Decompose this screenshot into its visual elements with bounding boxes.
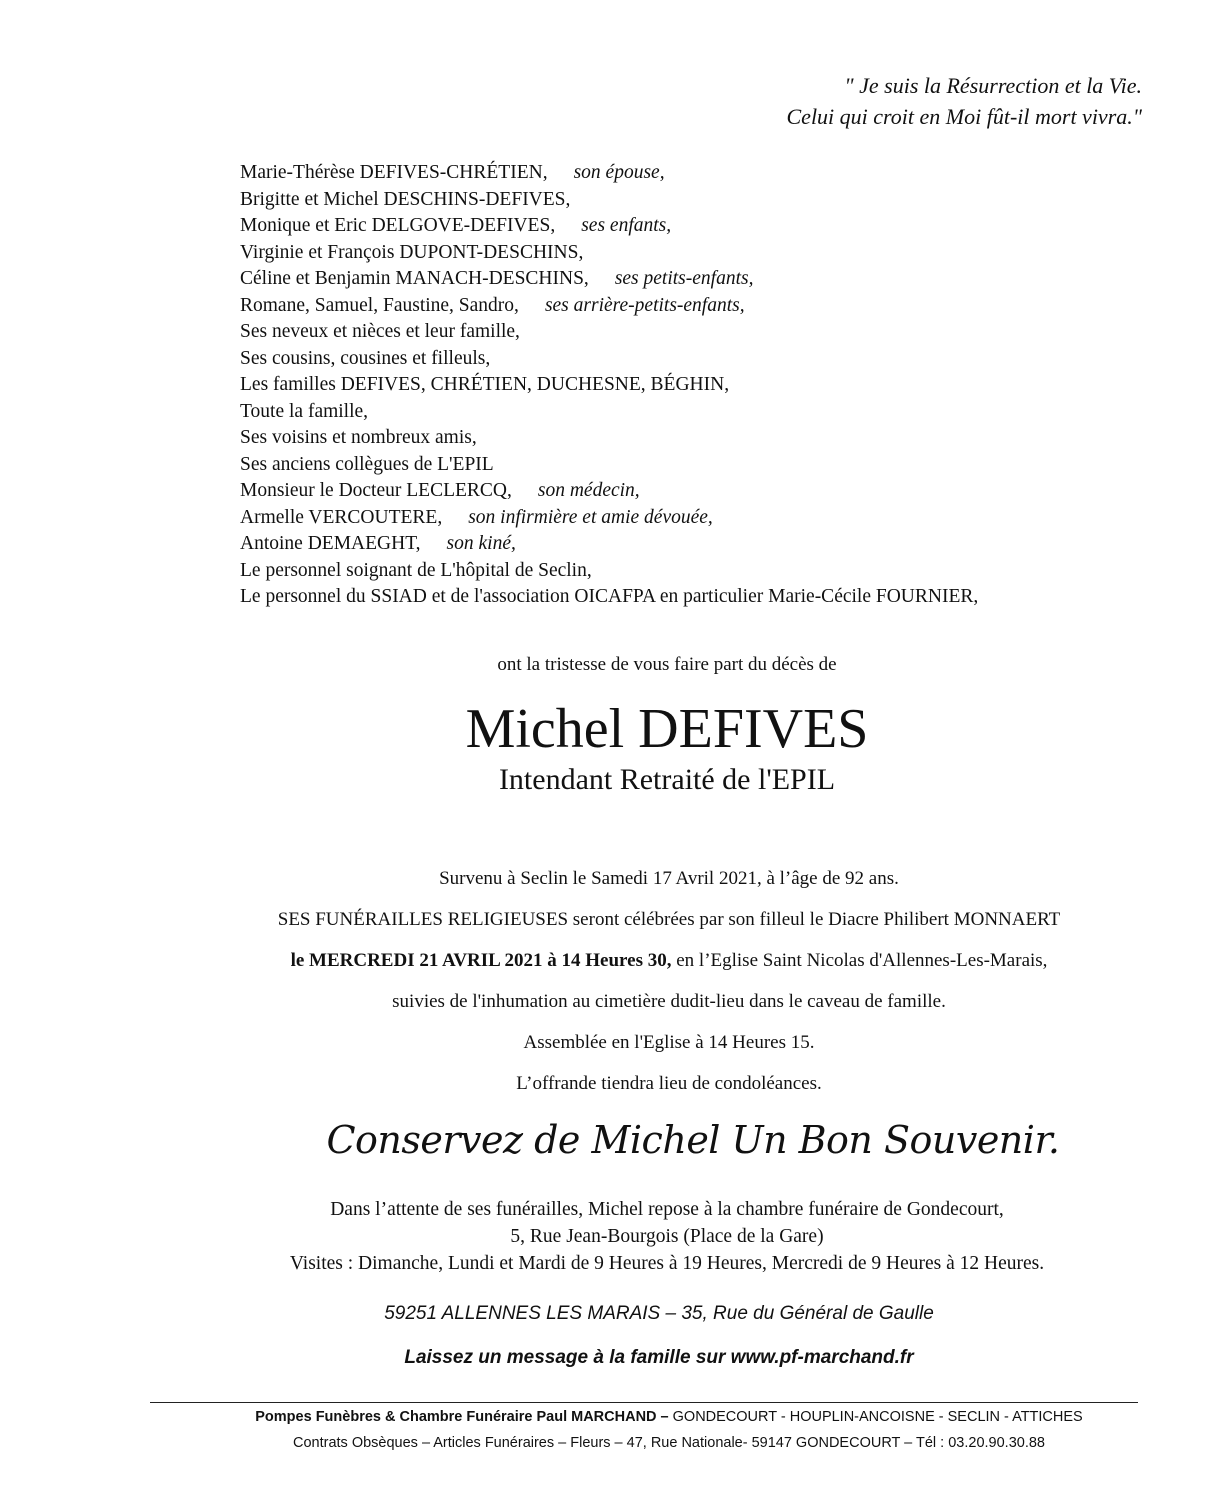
family-row [240,531,1004,558]
funeral-line: SES FUNÉRAILLES RELIGIEUSES seront célébrées par son filleul le Diacre Philibert MONNAERT [277,909,1061,930]
family-role: ses arrière-petits-enfants, [544,294,745,316]
deceased-title: Intendant Retraité de l'EPIL [498,763,836,796]
family-row [240,213,1004,240]
assembly-line: Assemblée en l'Eglise à 14 Heures 15. [523,1032,815,1053]
family-row [240,293,1004,320]
family-name: Céline et Benjamin MANACH-DESCHINS, [240,268,589,289]
family-name: Les familles DEFIVES, CHRÉTIEN, DUCHESNE, BÉGHIN, [240,374,730,395]
family-name: Ses neveux et nièces et leur famille, [240,321,520,342]
family-row [240,346,1004,373]
family-row [240,319,1004,346]
footer-divider [150,1402,1138,1403]
family-role: ses enfants, [581,215,672,236]
family-row [240,266,1004,293]
family-row [240,187,1004,214]
family-role: son kiné, [446,533,516,554]
family-row [240,505,1004,532]
quote-line-2: Celui qui croit en Moi fût-il mort vivra." [786,104,1142,129]
footer-locations: GONDECOURT - HOUPLIN-ANCOISNE - SECLIN - ATTICHES [668,1409,1083,1425]
family-name: Le personnel du SSIAD et de l'association OICAFPA en particulier Marie-Cécile FOURNIER, [240,586,979,607]
scripture-quote [787,70,1143,132]
footer-contact: Contrats Obsèques – Articles Funéraires – Fleurs – 47, Rue Nationale- 59147 GONDECOURT – Tél : 03.20.90.30.88 [293,1435,1045,1451]
family-name: Armelle VERCOUTERE, [240,506,443,528]
visitation-line-3: Visites : Dimanche, Lundi et Mardi de 9 Heures à 19 Heures, Mercredi de 9 Heures à 12 Heures. [289,1253,1045,1274]
family-role: son infirmière et amie dévouée, [468,506,713,528]
family-row [240,240,1004,267]
visitation-line-1: Dans l’attente de ses funérailles, Michel repose à la chambre funéraire de Gondecourt, [330,1199,1004,1220]
burial-line: suivies de l'inhumation au cimetière dudit-lieu dans le caveau de famille. [392,991,946,1012]
family-name: Marie-Thérèse DEFIVES-CHRÉTIEN, [240,162,548,183]
family-name: Toute la famille, [240,400,369,422]
family-name: Ses cousins, cousines et filleuls, [240,347,491,369]
deceased-date-line: Survenu à Seclin le Samedi 17 Avril 2021, à l’âge de 92 ans. [439,868,899,889]
ceremony-church: en l’Eglise Saint Nicolas d'Allennes-Les-Marais, [671,950,1048,971]
family-name: Le personnel soignant de L'hôpital de Seclin, [240,559,592,581]
family-name: Ses voisins et nombreux amis, [240,427,477,448]
family-name: Brigitte et Michel DESCHINS-DEFIVES, [240,188,571,210]
family-row [240,372,1004,399]
online-message-link: Laissez un message à la famille sur www.pf-marchand.fr [404,1347,914,1368]
family-row [240,452,1004,479]
family-row [240,160,1004,187]
footer-company-name: Pompes Funèbres & Chambre Funéraire Paul MARCHAND – [255,1409,669,1425]
family-name: Ses anciens collègues de L'EPIL [240,453,494,475]
souvenir-line: Conservez de Michel Un Bon Souvenir. [326,1118,1060,1162]
family-row [240,399,1004,426]
family-role: ses petits-enfants, [614,268,754,289]
funeral-details [62,858,1214,1104]
family-list [240,160,1004,611]
deceased-name: Michel DEFIVES [465,698,869,760]
family-name: Antoine DEMAEGHT, [240,533,421,554]
family-role: son épouse, [573,162,665,183]
visitation-info [60,1196,1214,1277]
visitation-line-2: 5, Rue Jean-Bourgois (Place de la Gare) [510,1226,824,1247]
family-row [240,584,1004,611]
announcement-intro: ont la tristesse de vous faire part du décès de [497,654,837,675]
offering-line: L’offrande tiendra lieu de condoléances. [516,1073,822,1094]
family-name: Monsieur le Docteur LECLERCQ, [240,480,512,501]
family-row [240,558,1004,585]
quote-line-1: " Je suis la Résurrection et la Vie. [844,73,1142,98]
family-name: Monique et Eric DELGOVE-DEFIVES, [240,215,556,236]
family-row [240,425,1004,452]
footer-company [62,1409,1214,1425]
ceremony-line [62,940,1214,981]
family-row [240,478,1004,505]
family-role: son médecin, [537,480,640,501]
ceremony-date: le MERCREDI 21 AVRIL 2021 à 14 Heures 30, [290,950,672,971]
family-name: Virginie et François DUPONT-DESCHINS, [240,241,584,263]
family-name: Romane, Samuel, Faustine, Sandro, [240,294,519,316]
family-address: 59251 ALLENNES LES MARAIS – 35, Rue du Général de Gaulle [384,1303,934,1324]
